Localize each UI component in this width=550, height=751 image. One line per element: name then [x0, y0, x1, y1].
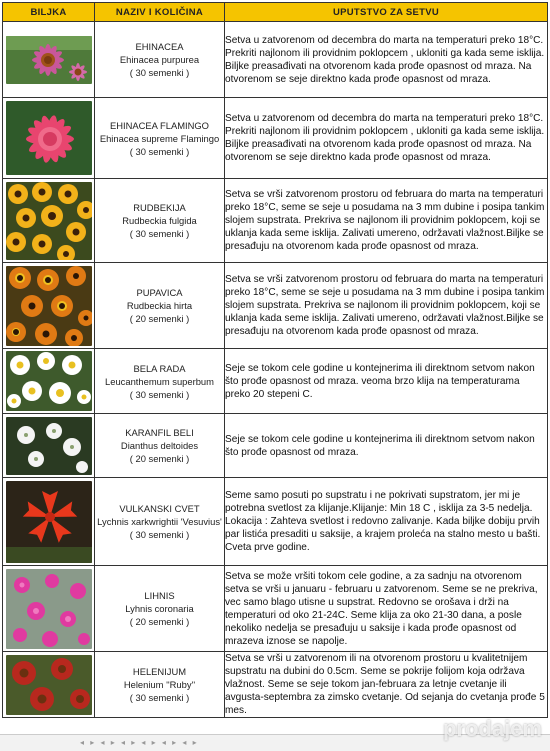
plant-photo-cell: [3, 179, 95, 263]
white-daisy-photo: [6, 351, 92, 411]
plant-name: RUDBEKIJA: [133, 202, 186, 213]
plant-name-cell: [95, 98, 225, 179]
sowing-instructions: Setva se vrši zatvorenom prostoru od februara do marta na temperaturi preko 18°C, seme se seje u posudama na 3 mm dubine i posipa tankim slojem supstrata. Prekriva se najlonom ili providnim poklopcem, koji se uklanja kada seme isklija. Zalivati umereno, održavati vlažnost.Biljke se presađuju na otvorenom kada prođe opasnost od mraza.: [225, 263, 548, 349]
sowing-instructions: Seje se tokom cele godine u kontejnerima ili direktnom setvom nakon što prođe opasnost od mraza. veoma brzo klija na temperaturama preko 20 stepeni C.: [225, 349, 548, 414]
plant-qty: ( 30 semenki ): [129, 388, 190, 400]
magenta-lychnis-photo: [6, 569, 92, 649]
plant-photo-cell: [3, 263, 95, 349]
orange-rudbeckia-photo: [6, 266, 92, 346]
plant-latin: Ehinacea purpurea: [119, 54, 200, 65]
plant-latin: Ehinacea supreme Flamingo: [99, 132, 220, 144]
plant-name-cell: [95, 179, 225, 263]
plant-photo-cell: [3, 566, 95, 652]
plant-name-cell: [95, 349, 225, 414]
plant-qty: ( 30 semenki ): [129, 67, 190, 78]
pink-double-coneflower-photo: [6, 101, 92, 175]
plant-qty: ( 30 semenki ): [129, 692, 190, 703]
plant-name: EHINACEA: [135, 41, 184, 52]
table-row: [3, 349, 548, 414]
plant-latin: Rudbeckia fulgida: [122, 215, 197, 226]
purple-coneflower-photo: [6, 36, 92, 84]
plant-name-cell: [95, 414, 225, 478]
table-row: [3, 652, 548, 718]
sowing-instructions: Setva u zatvorenom od decembra do marta na temperaturi preko 18°C. Prekriti najlonom ili providnim poklopcem , ukloniti ga kada seme isklija. Biljke preasađivati na otvorenom kada prođe opasnost od mraza. Na otvorenom se seje direktno kada prođe opasnost od mraza.: [225, 98, 548, 179]
plant-latin: Rudbeckia hirta: [126, 300, 193, 311]
watermark: prodajem: [442, 716, 542, 741]
plant-photo-cell: [3, 414, 95, 478]
sowing-instructions: Setva se može vršiti tokom cele godine, a za sadnju na otvorenom setva se vrši u januaru - februaru u zatvorenom. Seme se ne prekriva, vec samo blago utisne u supstrat. Redovno se orošava i drži na temperaturi od oko 21-24C. Seme klija za oko 21-30 dana, a posle nekoliko nedelja se presađuju u saksije i kada prođe opasnost od mrazeva iznose se napolje.: [225, 566, 548, 652]
sowing-instructions: Seme samo posuti po supstratu i ne pokrivati supstratom, jer mi je potrebna svetlost za klijanje.Klijanje: Min 18 C , isklija za 3-5 nedelja. Lokacija : Zahteva svetlost i redovno zalivanje. Kada biljke dobiju prvih par listića presaditi u saksije, a krajem proleća na stalno mesto u bašti. Cveta prve godine.: [225, 478, 548, 566]
plant-qty: ( 20 semenki ): [129, 616, 190, 627]
plant-qty: ( 20 semenki ): [129, 313, 190, 324]
header-plant: BILJKA: [3, 3, 95, 22]
header-instructions: UPUTSTVO ZA SETVU: [225, 3, 548, 22]
plant-qty: ( 30 semenki ): [129, 145, 190, 157]
table-row: [3, 179, 548, 263]
plant-name-cell: [95, 566, 225, 652]
plant-name-cell: [95, 22, 225, 98]
plant-name-cell: [95, 478, 225, 566]
plant-name: BELA RADA: [133, 362, 186, 374]
table-row: [3, 98, 548, 179]
plant-latin: Helenium ''Ruby'': [123, 679, 196, 690]
plant-name: VULKANSKI CVET: [119, 503, 200, 514]
plant-photo-cell: [3, 652, 95, 718]
plant-name-cell: [95, 652, 225, 718]
red-lychnis-photo: [6, 481, 92, 563]
sheet-tabs: ◂ ▸ ◂ ▸ ◂ ▸ ◂ ▸ ◂ ▸ ◂ ▸: [80, 738, 199, 747]
sowing-instructions: Setva u zatvorenom od decembra do marta na temperaturi preko 18°C. Prekriti najlonom ili providnim poklopcem , ukloniti ga kada seme isklija. Biljke preasađivati na otvorenom kada prođe opasnost od mraza. Na otvorenom se seje direktno kada prođe opasnost od mraza.: [225, 22, 548, 98]
header-row: [3, 3, 548, 22]
seed-table: [2, 2, 548, 718]
plant-photo-cell: [3, 478, 95, 566]
table-row: [3, 478, 548, 566]
plant-name: LIHNIS: [144, 590, 175, 601]
plant-latin: Lychnis xarkwrightii 'Vesuvius': [97, 516, 222, 527]
yellow-rudbeckia-photo: [6, 182, 92, 260]
table-row: [3, 22, 548, 98]
table-row: [3, 566, 548, 652]
sowing-instructions: Setva se vrši u zatvorenom ili na otvorenom prostoru u kvalitetnijem supstratu na dubini do 0.5cm. Seme se pokrije folijom koja održava vlažnost. Seme se seje tokom jan-februara za letnje cvetanje ili avgusta-septembra za zimsko cvetanje. Od sejanja do cvetanja prođe 5 mes.: [225, 652, 548, 718]
plant-photo-cell: [3, 22, 95, 98]
plant-latin: Dianthus deltoides: [120, 440, 199, 451]
plant-qty: ( 30 semenki ): [129, 529, 190, 540]
plant-name: HELENIJUM: [132, 666, 187, 677]
header-name-qty: NAZIV I KOLIČINA: [95, 3, 225, 22]
plant-name-cell: [95, 263, 225, 349]
table-row: [3, 414, 548, 478]
plant-qty: ( 20 semenki ): [129, 453, 190, 464]
plant-photo-cell: [3, 349, 95, 414]
sowing-instructions: Seje se tokom cele godine u kontejnerima ili direktnom setvom nakon što prođe opasnost od mraza.: [225, 414, 548, 478]
plant-name: PUPAVICA: [136, 287, 183, 298]
red-helenium-photo: [6, 655, 92, 715]
plant-name: EHINACEA FLAMINGO: [110, 119, 209, 131]
table-row: [3, 263, 548, 349]
white-dianthus-photo: [6, 417, 92, 475]
plant-latin: Lyhnis coronaria: [125, 603, 194, 614]
plant-name: KARANFIL BELI: [125, 427, 194, 438]
sowing-instructions: Setva se vrši zatvorenom prostoru od februara do marta na temperaturi preko 18°C, seme se seje u posudama na 3 mm dubine i posipa tankim slojem supstrata. Prekriva se najlonom ili providnim poklopcem, koji se uklanja kada seme isklija. Zalivati umereno, održavati vlažnost.Biljke se presađuju na otvorenom kada prođe opasnost od mraza.: [225, 179, 548, 263]
plant-qty: ( 30 semenki ): [129, 228, 190, 239]
plant-latin: Leucanthemum superbum: [105, 375, 214, 387]
plant-photo-cell: [3, 98, 95, 179]
